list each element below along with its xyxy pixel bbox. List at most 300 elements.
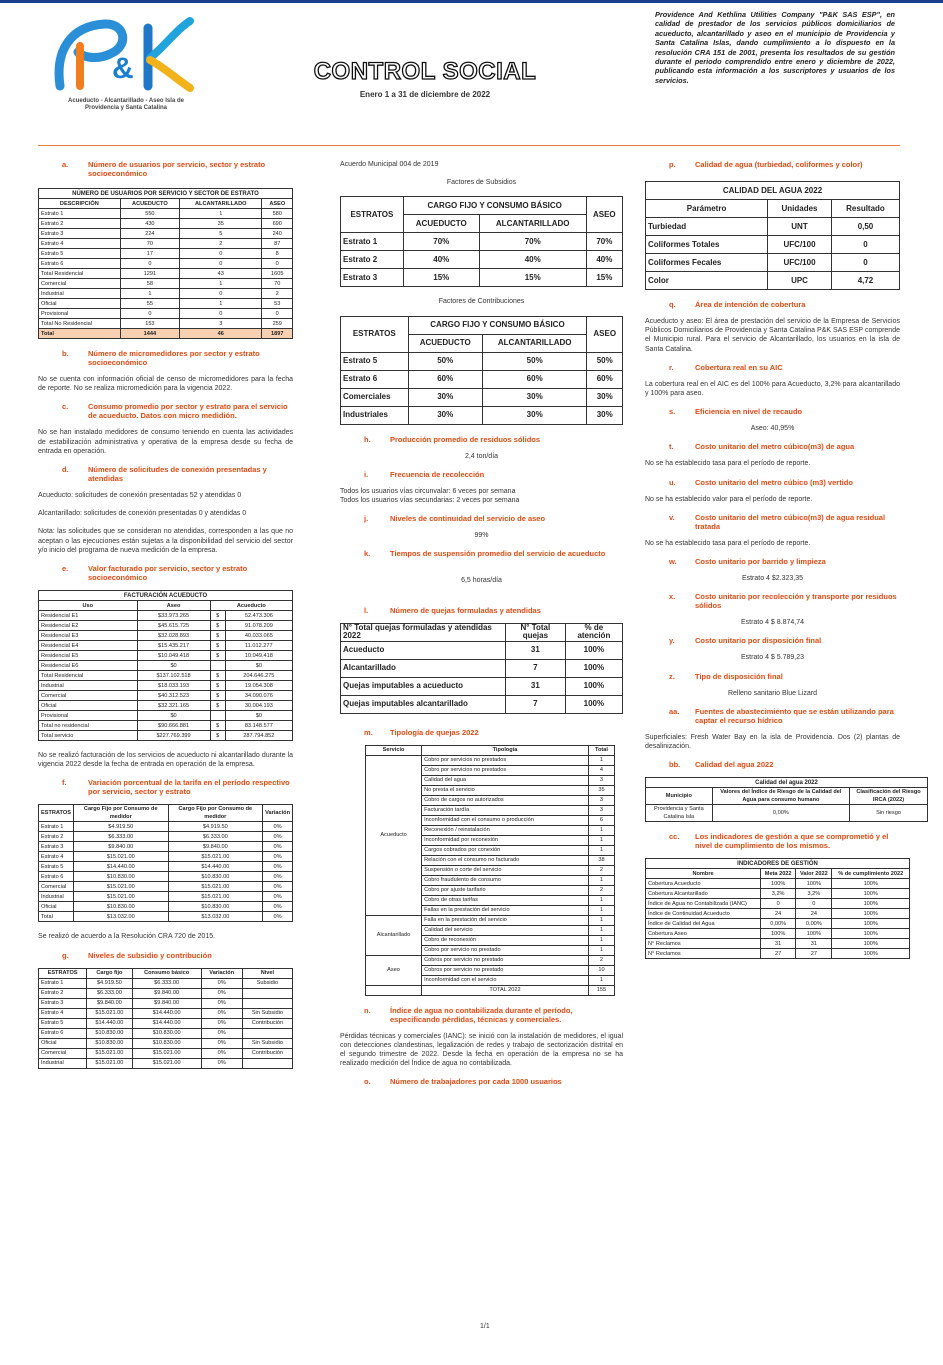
table-cell: 1 <box>588 875 614 885</box>
table-header: Valor 2022 <box>796 869 832 879</box>
table-header: Municipio <box>646 788 713 805</box>
table-cell: Estrato 5 <box>39 1018 87 1028</box>
table-row <box>39 711 293 721</box>
table-cell: 580 <box>262 209 293 219</box>
table-cell: Industriales <box>341 406 409 424</box>
table-cell: 50% <box>482 352 587 370</box>
table-cell: Estrato 4 <box>39 1008 87 1018</box>
table-row <box>39 279 293 289</box>
table-cell: Coliformes Totales <box>646 236 768 254</box>
table-header: ESTRATOS <box>341 197 404 233</box>
table-cell: Oficial <box>39 1038 87 1048</box>
table-cell: Contribución <box>242 1048 292 1058</box>
table-cell: 24 <box>796 909 832 919</box>
section-heading: bb. Calidad del agua 2022 <box>669 760 774 770</box>
table-cell: Total servicio <box>39 731 138 741</box>
table-cell: 1291 <box>120 269 179 279</box>
tariff-table <box>38 804 293 922</box>
section-heading: p. Calidad de agua (turbiedad, coliformes y color) <box>669 160 863 169</box>
table-cell: 1 <box>588 845 614 855</box>
table-header: ALCANTARILLADO <box>479 215 586 233</box>
table-cell: Reconexión / reinstalación <box>422 825 589 835</box>
water-quality-table <box>645 181 900 290</box>
table-row <box>39 691 293 701</box>
table-row <box>39 289 293 299</box>
table-cell: 1605 <box>262 269 293 279</box>
table-row <box>341 406 623 424</box>
table-cell: 100% <box>565 695 622 713</box>
table-row <box>646 218 900 236</box>
table-cell: $0 <box>137 661 210 671</box>
section-text: Nota: las solicitudes que se consideran no atendidas, corresponden a las que no aceptan o las ejecuciones están sujetas a la disponibilidad del servicio del sector y/o inicio del programa de nueva medición de la empresa. <box>38 528 293 554</box>
table-cell: Sin Subsidio <box>242 1038 292 1048</box>
table-row <box>39 219 293 229</box>
table-cell: $13.032.00 <box>168 912 263 922</box>
section-heading: w. Costo unitario por barrido y limpieza <box>669 557 826 567</box>
table-cell: 0% <box>201 1058 242 1068</box>
table-cell: 0% <box>263 872 293 882</box>
table-header: ACUEDUCTO <box>120 199 179 209</box>
table-cell: 10 <box>588 965 614 975</box>
table-header: ALCANTARILLADO <box>180 199 262 209</box>
table-cell: Total Residencial <box>39 269 121 279</box>
table-cell: Índice de Calidad del Agua <box>646 919 761 929</box>
table-cell: $6.333.00 <box>87 988 132 998</box>
table-cell: 52.473.306 <box>225 611 292 621</box>
table-cell: 31 <box>796 939 832 949</box>
table-cell: 1 <box>588 825 614 835</box>
table-row <box>39 309 293 319</box>
table-cell: $15.021.00 <box>168 892 263 902</box>
table-cell: Estrato 1 <box>39 822 74 832</box>
typology-table <box>365 745 615 996</box>
table-cell: $9.840.00 <box>132 988 201 998</box>
section-heading: i. Frecuencia de recolección <box>364 469 485 479</box>
table-header: % de cumplimiento 2022 <box>832 869 910 879</box>
page-title: CONTROL SOCIAL <box>313 58 537 85</box>
table-cell: Estrato 2 <box>39 988 87 998</box>
table-cell: 4 <box>588 765 614 775</box>
table-row <box>39 671 293 681</box>
table-row <box>646 919 910 929</box>
table-cell: Calidad del agua <box>422 775 589 785</box>
table-cell: 0 <box>180 289 262 299</box>
table-cell: Total <box>39 912 74 922</box>
table-header: N° Total quejas <box>505 623 565 641</box>
table-header: Variación <box>201 968 242 978</box>
table-row <box>39 239 293 249</box>
table-cell: Estrato 3 <box>39 998 87 1008</box>
table-cell: 100% <box>761 929 796 939</box>
table-header: Valores del Índice de Riesgo de la Calidad del Agua para consumo humano <box>712 788 849 805</box>
table-header: Resultado <box>831 200 899 218</box>
table-cell: Cobro por servicio no prestado <box>422 945 589 955</box>
table-cell: $32.321.165 <box>137 701 210 711</box>
table-cell: 0 <box>831 254 899 272</box>
table-cell: 8 <box>262 249 293 259</box>
top-rule <box>0 0 943 3</box>
table-cell: 40.033.065 <box>225 631 292 641</box>
table-cell: $33.973.265 <box>137 611 210 621</box>
table-row <box>39 892 293 902</box>
table-cell: $15.021.00 <box>73 892 168 902</box>
table-cell: UPC <box>768 272 832 290</box>
table-cell: Estrato 3 <box>39 229 121 239</box>
table-cell: UNT <box>768 218 832 236</box>
table-cell: Contribución <box>242 1018 292 1028</box>
table-cell: 0% <box>263 882 293 892</box>
table-cell: Suspensión o corte del servicio <box>422 865 589 875</box>
table-row <box>39 902 293 912</box>
table-cell: $10.830.00 <box>168 902 263 912</box>
section-heading: x. Costo unitario por recolección y transporte por residuos sólidos <box>669 592 897 611</box>
table-cell: $10.830.00 <box>168 872 263 882</box>
table-cell: Inconformidad por reconexión <box>422 835 589 845</box>
table-cell: Cobro de cargos no autorizados <box>422 795 589 805</box>
table-cell: $ <box>210 731 225 741</box>
table-cell: 100% <box>832 929 910 939</box>
section-heading: r. Cobertura real en su AIC <box>669 362 783 372</box>
table-cell: 100% <box>832 949 910 959</box>
table-cell: 0 <box>180 249 262 259</box>
table-row <box>341 370 623 388</box>
subsidy-level-table <box>38 968 293 1069</box>
table-row <box>341 251 623 269</box>
table-cell: $0 <box>137 711 210 721</box>
table-row <box>341 233 623 251</box>
table-cell: Residencial E1 <box>39 611 138 621</box>
page-period: Enero 1 a 31 de diciembre de 2022 <box>359 90 491 99</box>
table-row <box>366 915 615 925</box>
users-table <box>38 188 293 339</box>
table-cell: 0 <box>120 259 179 269</box>
table-cell: 0% <box>263 842 293 852</box>
table-cell: $9.840.00 <box>168 842 263 852</box>
table-cell: $14.440.00 <box>73 862 168 872</box>
table-row <box>366 955 615 965</box>
table-cell: 3 <box>588 795 614 805</box>
table-cell: $0 <box>225 661 292 671</box>
table-cell: $ <box>210 651 225 661</box>
table-row <box>39 319 293 329</box>
table-cell: Alcantarillado <box>341 659 506 677</box>
table-cell: $15.021.00 <box>87 1058 132 1068</box>
table-cell: Estrato 1 <box>39 209 121 219</box>
table-cell: Estrato 6 <box>39 872 74 882</box>
table-cell: $10.830.00 <box>73 902 168 912</box>
table-cell: 259 <box>262 319 293 329</box>
table-cell: $0 <box>225 711 292 721</box>
company-logo <box>50 16 200 128</box>
table-cell: $10.830.00 <box>132 1028 201 1038</box>
table-cell: Color <box>646 272 768 290</box>
table-cell: $ <box>210 621 225 631</box>
section-heading: aa. Fuentes de abastecimiento que se están utilizando para captar el recurso hídrico <box>669 706 894 725</box>
table-cell: $15.435.217 <box>137 641 210 651</box>
table-cell: $6.333.00 <box>73 832 168 842</box>
table-header: % de atención <box>565 623 622 641</box>
table-cell: Subsidio <box>242 978 292 988</box>
section-heading: f. Variación porcentual de la tarifa en el período respectivo por servicio, sector y estrato <box>62 778 290 797</box>
table-cell: 0 <box>831 236 899 254</box>
table-cell: 0 <box>120 309 179 319</box>
subsidy-factors-table <box>340 196 623 287</box>
table-cell: $10.830.00 <box>73 872 168 882</box>
table-header: Nombre <box>646 869 761 879</box>
table-cell: Cobro por servicios no prestados <box>422 765 589 775</box>
section-text: No se realizó facturación de los servicios de acueducto ni alcantarillado durante la vigencia 2022 desde la fecha de entrada en operación de la empresa. <box>38 752 293 769</box>
table-cell: $10.830.00 <box>87 1028 132 1038</box>
table-row <box>341 677 623 695</box>
table-cell: 2 <box>262 289 293 299</box>
section-heading: s. Eficiencia en nivel de recaudo <box>669 407 803 417</box>
table-header: Cargo fijo <box>87 968 132 978</box>
section-heading: cc. Los indicadores de gestión a que se comprometió y el nivel de cumplimiento de los mismos. <box>669 832 889 851</box>
table-cell: 60% <box>587 370 623 388</box>
table-header: CARGO FIJO Y CONSUMO BÁSICO <box>408 316 587 334</box>
section-text: Acueducto y aseo: El área de prestación del servicio de la Empresa de Servicios Públicos Domiciliarios de Providencia y Santa Catalina P&K SAS ESP comprende el Municipio rural. Para el servicio de Alcantarillado, los usuarios en la isla de Santa Catalina. <box>645 318 900 353</box>
table-cell: $14.440.00 <box>132 1008 201 1018</box>
table-cell: 35 <box>588 785 614 795</box>
table-cell: Residencial E3 <box>39 631 138 641</box>
table-row <box>39 651 293 661</box>
table-cell: Comercial <box>39 882 74 892</box>
table-row <box>366 755 615 765</box>
column-middle <box>340 160 623 1094</box>
table-cell: $6.333.00 <box>168 832 263 842</box>
table-header: ESTRATOS <box>39 805 74 822</box>
table-cell: Cobros por servicio no prestado <box>422 955 589 965</box>
table-row <box>646 899 910 909</box>
section-heading: b. Número de micromedidores por sector y estrato socioeconómico <box>62 349 260 367</box>
table-row <box>341 695 623 713</box>
table-header: Cargo Fijo por Consumo de medidor <box>168 805 263 822</box>
table-cell: UFC/100 <box>768 254 832 272</box>
table-cell: 0% <box>263 892 293 902</box>
complaints-table <box>340 623 623 714</box>
table-row <box>646 909 910 919</box>
table-header: ACUEDUCTO <box>408 334 482 352</box>
section-heading: v. Costo unitario del metro cúbico(m3) de agua residual tratada <box>669 512 886 531</box>
table-cell: Estrato 2 <box>39 832 74 842</box>
table-row <box>39 621 293 631</box>
table-cell: 1 <box>588 945 614 955</box>
section-value: Estrato 4 $2.323,35 <box>741 575 804 583</box>
section-heading: e. Valor facturado por servicio, sector y estrato socioeconómico <box>62 564 248 583</box>
table-cell: Industrial <box>39 892 74 902</box>
table-row <box>39 912 293 922</box>
table-cell: 0% <box>263 832 293 842</box>
table-row <box>341 269 623 287</box>
table-caption: NÚMERO DE USUARIOS POR SERVICIO Y SECTOR DE ESTRATO <box>39 189 293 199</box>
table-cell: Calidad del servicio <box>422 925 589 935</box>
billing-table <box>38 590 293 741</box>
table-cell: Sin Subsidio <box>242 1008 292 1018</box>
table-cell: Oficial <box>39 299 121 309</box>
table-cell: 31 <box>761 939 796 949</box>
section-text: Pérdidas técnicas y comerciales (IANC): se inició con la instalación de medidores, el igual con detecciones clandestinas, legalización de redes y trabajo de sectorización distrital en el segundo trimestre de 2022. Desde la fecha en operación de la empresa no se ha realizado medición del Índice de agua no contabilizada. <box>340 1032 623 1068</box>
table-header: Clasificación del Riesgo IRCA (2022) <box>850 788 928 805</box>
table-cell: Cobro fraudulento de consumo <box>422 875 589 885</box>
table-cell: 2 <box>588 865 614 875</box>
table-cell <box>242 1058 292 1068</box>
contrib-factors-title: Factores de Contribuciones <box>438 298 525 306</box>
table-cell: 11.012.277 <box>225 641 292 651</box>
table-cell: 100% <box>832 899 910 909</box>
table-cell: 2 <box>588 955 614 965</box>
table-row <box>39 299 293 309</box>
table-cell: 30% <box>408 406 482 424</box>
table-header: Variación <box>263 805 293 822</box>
table-row <box>341 388 623 406</box>
section-value: Estrato 4 $ 5.789,23 <box>740 654 805 662</box>
table-cell: $10.830.00 <box>132 1038 201 1048</box>
table-cell: $9.840.00 <box>73 842 168 852</box>
table-header: ASEO <box>586 197 622 233</box>
table-cell: 100% <box>796 929 832 939</box>
table-row <box>39 611 293 621</box>
table-cell: 2 <box>180 239 262 249</box>
table-cell: 17 <box>120 249 179 259</box>
table-cell: 91.078.209 <box>225 621 292 631</box>
table-row <box>646 929 910 939</box>
table-cell: 224 <box>120 229 179 239</box>
table-header: Acueducto <box>210 601 292 611</box>
table-header: Uso <box>39 601 138 611</box>
table-cell: 3 <box>588 775 614 785</box>
table-cell: Coliformes Fecales <box>646 254 768 272</box>
table-cell: 0,50 <box>831 218 899 236</box>
table-cell: 1 <box>588 915 614 925</box>
section-heading: q. Área de intención de cobertura <box>669 300 806 309</box>
table-cell: 430 <box>120 219 179 229</box>
table-cell: Estrato 4 <box>39 239 121 249</box>
table-cell: 1 <box>588 935 614 945</box>
pk-logo-icon <box>50 16 200 94</box>
table-cell: $6.333.00 <box>132 978 201 988</box>
table-cell: $14.440.00 <box>168 862 263 872</box>
table-cell: 30% <box>587 388 623 406</box>
table-header: ACUEDUCTO <box>403 215 479 233</box>
table-cell: 100% <box>761 879 796 889</box>
table-cell: 100% <box>796 879 832 889</box>
table-cell: $40.312.523 <box>137 691 210 701</box>
table-cell: Estrato 4 <box>39 852 74 862</box>
table-cell: $ <box>210 641 225 651</box>
table-caption: INDICADORES DE GESTIÓN <box>646 859 910 869</box>
table-cell: 30% <box>408 388 482 406</box>
table-cell: $15.021.00 <box>73 852 168 862</box>
table-cell: 40% <box>403 251 479 269</box>
table-cell: Estrato 1 <box>39 978 87 988</box>
table-cell: 153 <box>120 319 179 329</box>
table-cell: 0% <box>201 978 242 988</box>
table-cell: Industrial <box>39 1058 87 1068</box>
table-cell: Comerciales <box>341 388 409 406</box>
section-heading: c. Consumo promedio por sector y estrato para el servicio de acueducto. Datos con micro medidión. <box>62 402 288 421</box>
table-cell: $90.666.881 <box>137 721 210 731</box>
section-value: Aseo: 40,95% <box>750 425 795 433</box>
typology-group-label: Acueducto <box>366 755 422 915</box>
table-row <box>341 659 623 677</box>
table-header: ALCANTARILLADO <box>482 334 587 352</box>
section-text: Todos los usuarios vías circunvalar: 6 veces por semana Todos los usuarios vías secundarias: 2 veces por semana <box>340 487 520 505</box>
table-cell: 0,00% <box>761 919 796 929</box>
table-header: ESTRATOS <box>341 316 409 352</box>
table-cell: Relación con el consumo no facturado <box>422 855 589 865</box>
section-value: 99% <box>474 532 489 540</box>
table-cell: Estrato 2 <box>39 219 121 229</box>
section-heading: u. Costo unitario del metro cúbico (m3) vertido <box>669 477 853 487</box>
table-cell: N° Reclamos <box>646 939 761 949</box>
table-cell: Residencial E6 <box>39 661 138 671</box>
table-cell: 0% <box>201 1048 242 1058</box>
section-value: 2,4 ton/día <box>464 452 499 460</box>
table-caption: CALIDAD DEL AGUA 2022 <box>646 182 900 200</box>
section-text: Superficiales: Fresh Water Bay en la isla de Providencia. Dos (2) plantas de desalinización. <box>645 733 900 751</box>
table-cell: 0 <box>262 259 293 269</box>
table-row <box>39 882 293 892</box>
table-cell: 1 <box>180 299 262 309</box>
table-cell: $ <box>210 671 225 681</box>
typology-group-label: Aseo <box>366 955 422 985</box>
table-cell: 70% <box>479 233 586 251</box>
table-cell: $15.021.00 <box>168 882 263 892</box>
table-cell: 43 <box>180 269 262 279</box>
table-cell: $10.830.00 <box>87 1038 132 1048</box>
table-cell: 100% <box>832 919 910 929</box>
table-cell: Estrato 3 <box>341 269 404 287</box>
table-cell: 1 <box>588 925 614 935</box>
table-cell: 87 <box>262 239 293 249</box>
section-text: Alcantarillado: solicitudes de conexión presentadas 0 y atendidas 0 <box>38 510 247 518</box>
table-cell: 204.646.275 <box>225 671 292 681</box>
table-cell: 35 <box>180 219 262 229</box>
table-row <box>646 939 910 949</box>
table-header: N° Total quejas formuladas y atendidas 2022 <box>341 623 506 641</box>
table-cell: 83.148.577 <box>225 721 292 731</box>
table-cell: 0% <box>263 912 293 922</box>
table-cell: 27 <box>796 949 832 959</box>
table-cell: $227.769.399 <box>137 731 210 741</box>
table-cell: 2 <box>588 885 614 895</box>
table-cell: $ <box>210 681 225 691</box>
table-cell: 3 <box>180 319 262 329</box>
table-cell: 100% <box>565 659 622 677</box>
table-cell: 0% <box>201 1008 242 1018</box>
contrib-factors-table <box>340 316 623 425</box>
table-row <box>646 949 910 959</box>
table-cell: No presta el servicio <box>422 785 589 795</box>
table-cell: 15% <box>479 269 586 287</box>
table-cell: Estrato 6 <box>39 259 121 269</box>
table-header: Meta 2022 <box>761 869 796 879</box>
section-heading: a. Número de usuarios por servicio, sector y estrato socioeconómico <box>62 160 266 178</box>
table-cell: 0 <box>262 309 293 319</box>
table-cell: Residencial E4 <box>39 641 138 651</box>
table-cell: 1 <box>180 209 262 219</box>
table-cell: 0% <box>201 1028 242 1038</box>
table-cell: 0% <box>263 902 293 912</box>
table-cell: $10.049.418 <box>137 651 210 661</box>
table-cell: Estrato 6 <box>341 370 409 388</box>
table-cell: Índice de Continuidad Acueducto <box>646 909 761 919</box>
section-value: Estrato 4 $ 8.874,74 <box>740 619 805 627</box>
section-heading: d. Número de solicitudes de conexión presentadas y atendidas <box>62 465 267 484</box>
section-heading: l. Número de quejas formuladas y atendidas <box>364 605 541 615</box>
table-cell: 0% <box>263 862 293 872</box>
table-header: ASEO <box>587 316 623 352</box>
